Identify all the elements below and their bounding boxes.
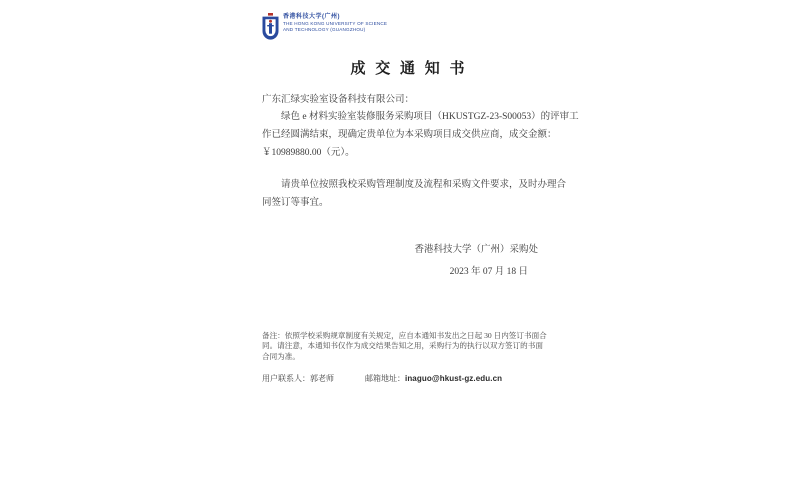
award-amount-line: ￥10989880.00（元）。 <box>262 148 355 158</box>
notice-body <box>262 94 579 212</box>
contact-person-group <box>262 373 334 385</box>
signature-date: 2023 年 07 月 18 日 <box>449 267 528 277</box>
contact-email-group <box>365 373 502 385</box>
body-paragraph2-line1: 请贵单位按照我校采购管理制度及流程和采购文件要求，及时办理合 <box>281 180 567 190</box>
remarks-block <box>262 331 556 362</box>
remarks-line2: 同。请注意，本通知书仅作为成交结果告知之用，采购行为的执行以双方签订的书面 <box>262 341 543 351</box>
signature-organization: 香港科技大学（广州）采购处 <box>414 245 538 255</box>
hkust-emblem-icon <box>262 13 279 40</box>
university-name-cn: 香港科技大学(广州) <box>283 14 340 20</box>
contact-email-address: inaguo@hkust-gz.edu.cn <box>405 374 503 383</box>
university-logo <box>262 13 387 40</box>
contact-person-label: 用户联系人： <box>262 374 310 383</box>
contact-line <box>262 373 556 385</box>
body-paragraph1-line2: 作已经圆满结束，现确定贵单位为本采购项目成交供应商，成交金额： <box>262 130 557 140</box>
signature-block <box>262 244 556 279</box>
university-name-en-line1: THE HONG KONG UNIVERSITY OF SCIENCE <box>283 21 388 26</box>
notice-document <box>262 0 579 500</box>
contact-email-label: 邮箱地址： <box>365 374 405 383</box>
addressee-line: 广东汇绿实验室设备科技有限公司： <box>262 95 415 105</box>
university-logo-text <box>283 13 387 32</box>
remarks-line3: 合同为准。 <box>262 351 300 361</box>
university-name-en-line2: AND TECHNOLOGY (GUANGZHOU) <box>283 26 366 32</box>
body-paragraph2-line2: 同签订等事宜。 <box>262 198 329 208</box>
notice-title: 成 交 通 知 书 <box>350 61 468 77</box>
body-paragraph1-line1: 绿色 e 材料实验室装修服务采购项目（HKUSTGZ-23-S00053）的评审工 <box>281 112 579 122</box>
contact-person-name: 郭老师 <box>310 374 334 383</box>
remarks-line1: 备注：依照学校采购规章制度有关规定，应自本通知书发出之日起 30 日内签订书面合 <box>262 331 547 340</box>
